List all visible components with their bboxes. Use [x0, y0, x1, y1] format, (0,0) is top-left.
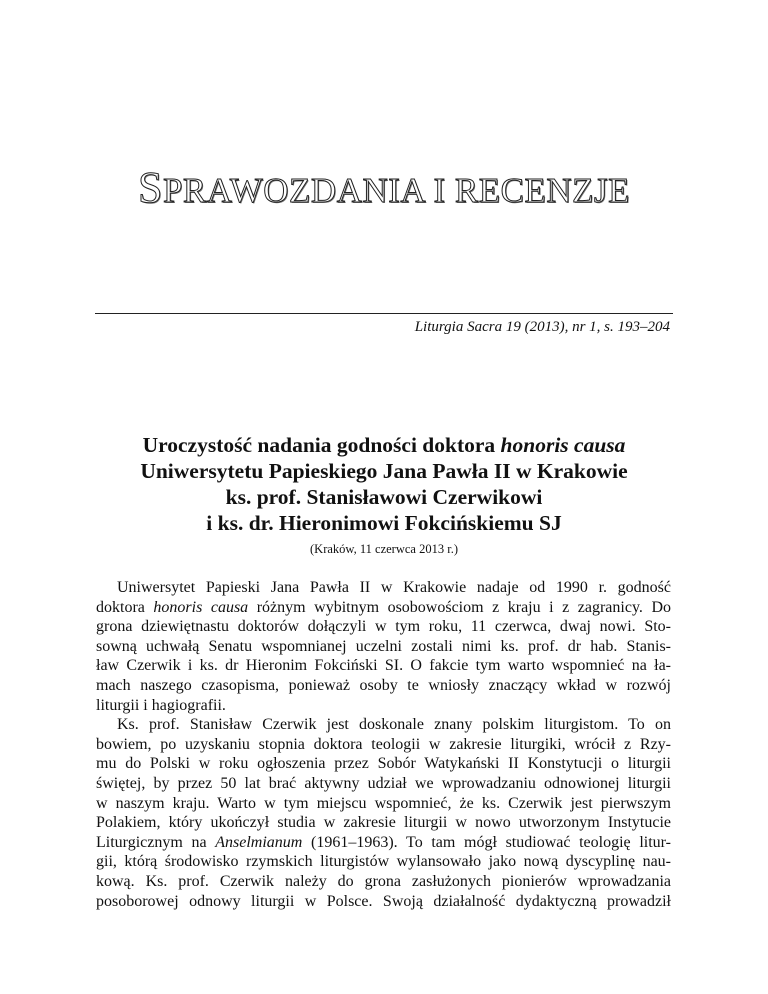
text-line: gii, którą środowisko rzymskich liturgistów wylansowało jako nową dyscyplinę nau-	[96, 853, 671, 871]
text-line: grona dziewiętnastu doktorów dołączyli w tym roku, 11 czerwca, dwaj nowi. Sto-	[96, 618, 671, 636]
text-line: Uniwersytet Papieski Jana Pawła II w Krakowie nadaje od 1990 r. godność	[117, 579, 671, 596]
text-line: Liturgicznym na Anselmianum (1961–1963). To tam mógł studiować teologię litur-	[96, 833, 671, 851]
text-line: Ks. prof. Stanisław Czerwik jest doskonale znany polskim liturgistom. To on	[117, 716, 671, 734]
text-line: mu do Polski w roku ogłoszenia przez Sobór Watykański II Konstytucji o liturgii	[96, 755, 671, 773]
text-line: doktora honoris causa różnym wybitnym osobowościom z kraju i z zagranicy. Do	[96, 598, 672, 616]
journal-citation: Liturgia Sacra 19 (2013), nr 1, s. 193–204	[414, 319, 670, 335]
text-line: mach naszego czasopisma, ponieważ osoby te wniosły znaczący wkład w rozwój	[96, 676, 671, 694]
paragraph-1	[96, 578, 671, 715]
title-line: i ks. dr. Hieronimowi Fokcińskiemu SJ	[206, 511, 562, 535]
section-title: SPRAWOZDANIA I RECENZJE	[137, 163, 631, 212]
text-line: kową. Ks. prof. Czerwik należy do grona zasłużonych pionierów wprowadzania	[96, 872, 671, 890]
text-line: ław Czerwik i ks. dr Hieronim Fokciński SI. O fakcie tym warto wspomnieć na ła-	[96, 657, 671, 675]
text-line: świętej, by przez 50 lat brać aktywny udział we wprowadzaniu odnowionej liturgii	[96, 774, 671, 792]
text-line: liturgii i hagiografii.	[96, 696, 226, 714]
title-line: ks. prof. Stanisławowi Czerwikowi	[225, 485, 543, 509]
article-title	[60, 432, 708, 536]
title-line: Uroczystość nadania godności doktora honoris causa	[142, 433, 626, 457]
dateline: (Kraków, 11 czerwca 2013 r.)	[310, 542, 458, 556]
paragraph-2	[96, 715, 671, 911]
title-line: Uniwersytetu Papieskiego Jana Pawła II w Krakowie	[140, 459, 628, 483]
text-line: w naszym kraju. Warto w tym miejscu wspomnieć, że ks. Czerwik jest pierwszym	[96, 794, 671, 812]
header-rule	[95, 313, 673, 314]
text-line: sowną uchwałą Senatu wspomnianej uczelni zostali nimi ks. prof. dr hab. Stanis-	[96, 637, 671, 655]
text-line: bowiem, po uzyskaniu stopnia doktora teologii w zakresie liturgiki, wrócił z Rzy-	[96, 735, 671, 753]
article-body	[96, 578, 671, 911]
text-line: Polakiem, który ukończył studia w zakresie liturgii w nowo utworzonym Instytucie	[96, 814, 671, 832]
text-line: posoborowej odnowy liturgii w Polsce. Swoją działalność dydaktyczną prowadził	[96, 892, 671, 910]
